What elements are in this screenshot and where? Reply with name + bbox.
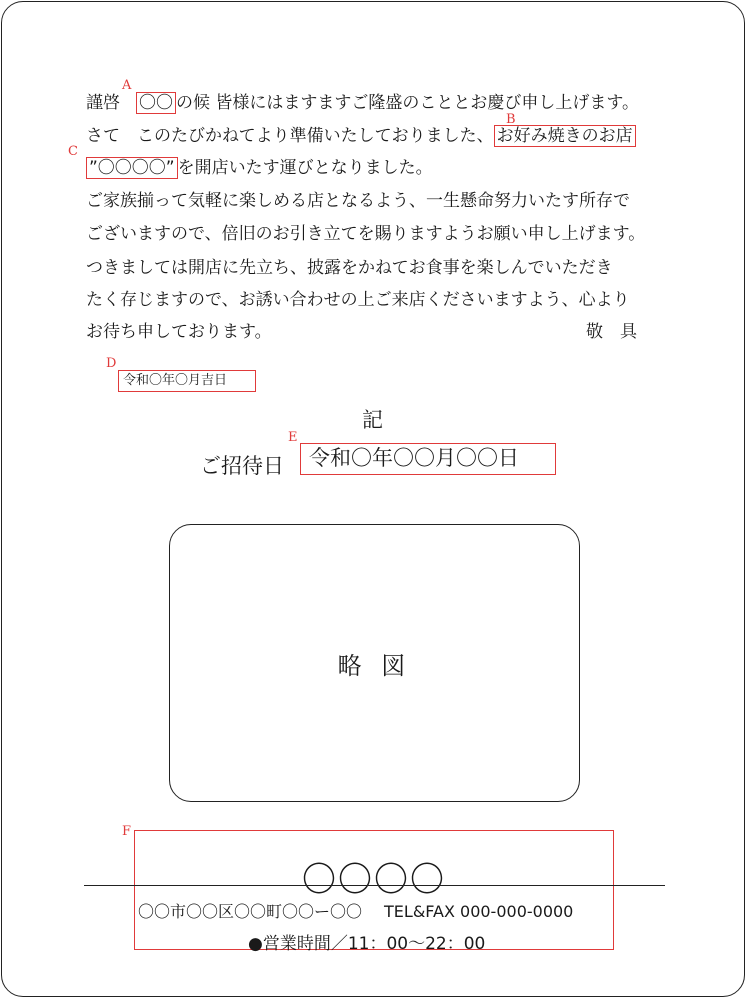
ki-heading: 記: [362, 408, 383, 432]
letter-line-3: [86, 157, 433, 179]
footer-shop: [0, 852, 748, 901]
footer-divider: [84, 885, 665, 886]
footer-address: 〇〇市〇〇区〇〇町〇〇ー〇〇: [138, 902, 363, 921]
line2-text: さて このたびかねてより準備いたしておりました、: [86, 126, 494, 146]
footer-address-line: [138, 899, 573, 922]
label-c: C: [68, 144, 78, 159]
letter-line-5: ございますので、倍旧のお引き立てを賜りますようお願い申し上げます。: [86, 224, 646, 244]
greeting-open: 謹啓: [86, 93, 120, 113]
letter-line-2: [86, 125, 636, 147]
footer-tel: TEL&FAX 000-000-0000: [384, 902, 574, 921]
line1-text: の候 皆様にはますますご隆盛のこととお慶び申し上げます。: [176, 93, 640, 113]
label-b: B: [506, 112, 516, 127]
letter-line-8: お待ち申しております。: [86, 322, 272, 342]
footer-shop-name: 〇〇〇〇: [302, 860, 446, 900]
shop-name-box: ”〇〇〇〇”: [86, 157, 178, 179]
invite-date-box: 令和〇年〇〇月〇〇日: [300, 443, 556, 475]
letter-date: 令和〇年〇月吉日: [118, 370, 256, 392]
letter-line-6: つきましては開店に先立ち、披露をかねてお食事を楽しんでいただき: [86, 258, 613, 278]
closing: 敬 具: [586, 322, 637, 342]
letter-line-7: たく存じますので、お誘い合わせの上ご来店くださいますよう、心より: [86, 290, 630, 310]
label-e: E: [288, 430, 298, 445]
label-f: F: [122, 824, 132, 839]
label-a: A: [122, 78, 132, 93]
season-box: 〇〇: [136, 92, 176, 114]
line3-text: を開店いたす運びとなりました。: [177, 158, 433, 178]
shop-type-box: お好み焼きのお店: [494, 125, 636, 147]
footer-hours: ●営業時間／11：00〜22：00: [248, 934, 486, 954]
map-label: 略 図: [337, 651, 412, 680]
letter-line-1: [86, 92, 639, 114]
label-d: D: [106, 356, 117, 371]
letter-line-4: ご家族揃って気軽に楽しめる店となるよう、一生懸命努力いたす所存で: [86, 191, 630, 211]
invite-label: ご招待日: [200, 454, 284, 478]
map-placeholder: [169, 524, 580, 802]
